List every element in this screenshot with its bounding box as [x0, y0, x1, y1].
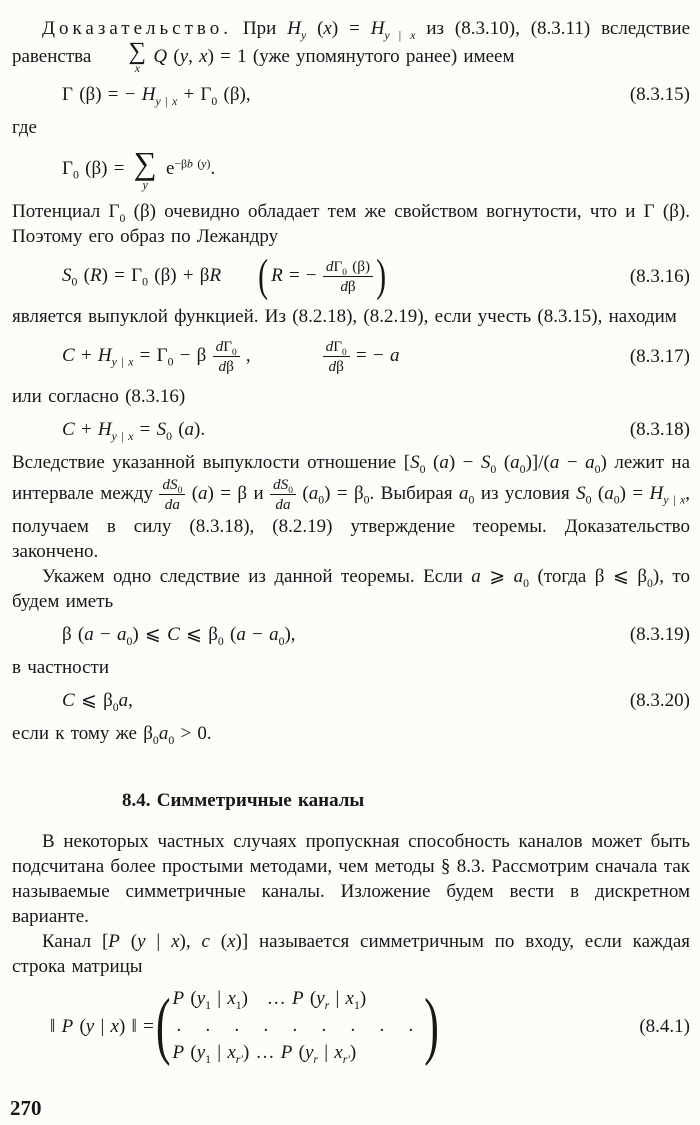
- equation-number: (8.3.17): [629, 346, 690, 368]
- matrix-row: P ($y_1$ | $x_1$) … P ($y_r$ | $x_1$): [172, 988, 367, 1012]
- equation-number: (8.3.19): [629, 624, 690, 646]
- if-also-paragraph: если к тому же $\beta_0a_0 > 0$.: [12, 723, 212, 747]
- equation-number: (8.3.20): [629, 690, 690, 712]
- equation-body: $C + H_{y | x} = \Gamma_0 - \beta$ $\frac{d\Gamma_0}{d\beta}$ , $\frac{d\Gamma_0}{d\beta}$ = − a: [62, 338, 400, 376]
- equation-body: $C + H_{y | x} = S_0$ (a).: [62, 419, 206, 443]
- convex-paragraph: является выпуклой функцией. Из (8.2.18), (8.2.19), если учесть (8.3.15), находим: [12, 306, 677, 328]
- equation-body: β $(a - a_0)$ ⩽ C ⩽ $\beta_0$ $(a - a_0)$,: [62, 624, 296, 648]
- equation-8-3-16: [12, 251, 690, 301]
- section-intro-paragraph: В некоторых частных случаях пропускная способность каналов может быть подсчитана более простыми методами, чем методы § 8.3. Рассмотрим сначала так называемые симметричные каналы. Изложение будем вести в дискретном варианте.: [12, 831, 690, 928]
- matrix-row: P ($y_1$ | $x_{r'}$) … P ($y_r$ | $x_{r'}$): [172, 1042, 357, 1066]
- page-number: 270: [10, 1096, 42, 1120]
- equation-number: (8.4.1): [639, 1015, 690, 1037]
- potential-paragraph: Потенциал $\Gamma_0$ (β) очевидно обладает тем же свойством вогнутости, что и Γ (β). Поэтому его образ по Лежандру: [12, 201, 690, 248]
- consequence-paragraph: Вследствие указанной выпуклости отношение [$S_0$ $(a) - S_0$ $(a_0)]/(a - a_0)$ лежит на интервале между $\frac{dS_0}{da}$ (a) = β и $\frac{dS_0}{da}$ $(a_0) = \beta_0$. Выбирая $a_0$ из условия $S_0$ $(a_0) = H_{y | x}$, получаем в силу (8.3.18), (8.2.19) утверждение теоремы. Доказательство закончено.: [12, 452, 691, 563]
- equation-body: $\Gamma_0$ (β) = ∑ y $e^{-\beta b (y)}$.: [62, 145, 216, 192]
- channel-definition-paragraph: Канал [P (y | x), c (x)] называется симметричным по входу, если каждая строка матрицы: [12, 931, 690, 978]
- proof-intro-paragraph: Доказательство. При $H_y$ $(x) = H_{y | x}$ из (8.3.10), (8.3.11) вследствие равенства ∑ x Q (y, x) = 1 (уже упомянутого ранее) имеем: [12, 18, 690, 75]
- equation-8-3-19: [12, 622, 690, 647]
- equation-8-3-18: [12, 417, 690, 442]
- equation-number: (8.3.16): [629, 266, 690, 288]
- equation-number: (8.3.18): [629, 419, 690, 441]
- equation-8-4-1: [12, 983, 690, 1068]
- matrix-right-paren: ): [424, 983, 439, 1068]
- equation-body: [50, 983, 441, 1068]
- matrix-left-paren: (: [155, 983, 171, 1068]
- particular-paragraph: в частности: [12, 657, 109, 679]
- or-according-paragraph: или согласно (8.3.16): [12, 386, 186, 408]
- section-heading: 8.4. Симметричные каналы: [122, 790, 365, 812]
- transition-matrix: [173, 987, 423, 1065]
- equation-8-3-17: [12, 337, 690, 376]
- equation-body: Γ (β) = − $H_{y | x} + \Gamma_0$ (β),: [62, 84, 251, 109]
- matrix-ellipsis-row: . . . . . . . . .: [176, 1015, 423, 1037]
- equation-body: $S_0$ $(R) = \Gamma_0$ (β) + βR ( R = − $\frac{d\Gamma_0 (\beta)}{d\beta}$ ): [62, 251, 387, 301]
- equation-body: C ⩽ $\beta_0a$,: [62, 690, 133, 714]
- where-word: где: [12, 117, 37, 139]
- equation-gamma0: [12, 145, 690, 192]
- matrix-lhs: ‖ P (y | x) ‖ =: [50, 1015, 154, 1037]
- equation-8-3-15: [12, 82, 690, 107]
- equation-8-3-20: [12, 688, 690, 713]
- equation-number: (8.3.15): [629, 84, 690, 106]
- corollary-paragraph: Укажем одно следствие из данной теоремы. Если a ⩾ $a_0$ (тогда β ⩽ $\beta_0$), то будем иметь: [12, 566, 690, 613]
